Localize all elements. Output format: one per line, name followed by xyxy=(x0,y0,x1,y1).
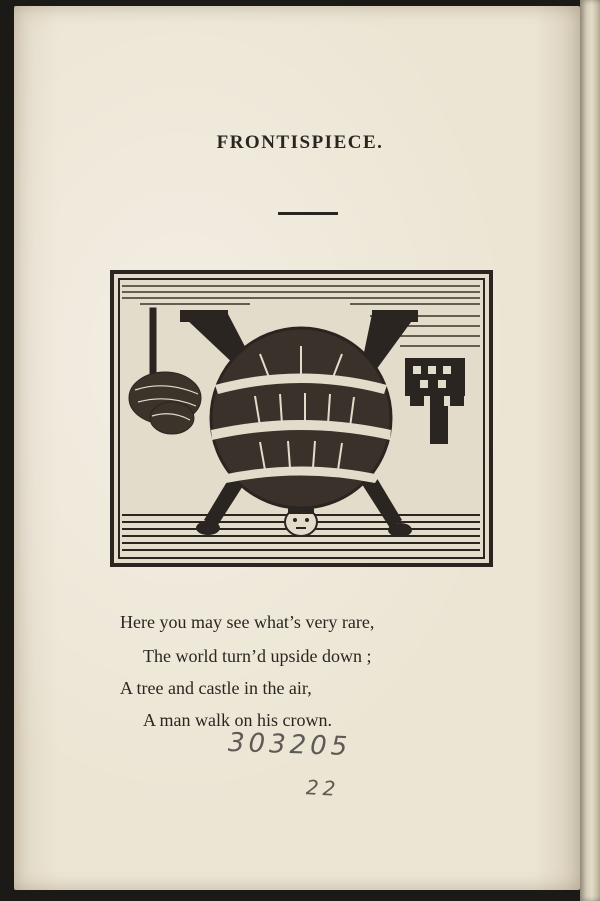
page-heading: FRONTISPIECE. xyxy=(216,132,384,153)
woodcut-illustration xyxy=(110,270,493,567)
verse-line-4: A man walk on his crown. xyxy=(143,710,332,730)
verse-line-2: The world turn’d upside down ; xyxy=(143,646,372,666)
pencil-page-note: 22 xyxy=(305,775,341,801)
verse-line-1: Here you may see what’s very rare, xyxy=(120,612,375,632)
heading-rule xyxy=(278,212,338,215)
verse-line-3: A tree and castle in the air, xyxy=(120,678,312,698)
world-upside-down-woodcut-icon xyxy=(110,270,493,567)
pencil-catalog-number: 303205 xyxy=(227,727,352,763)
